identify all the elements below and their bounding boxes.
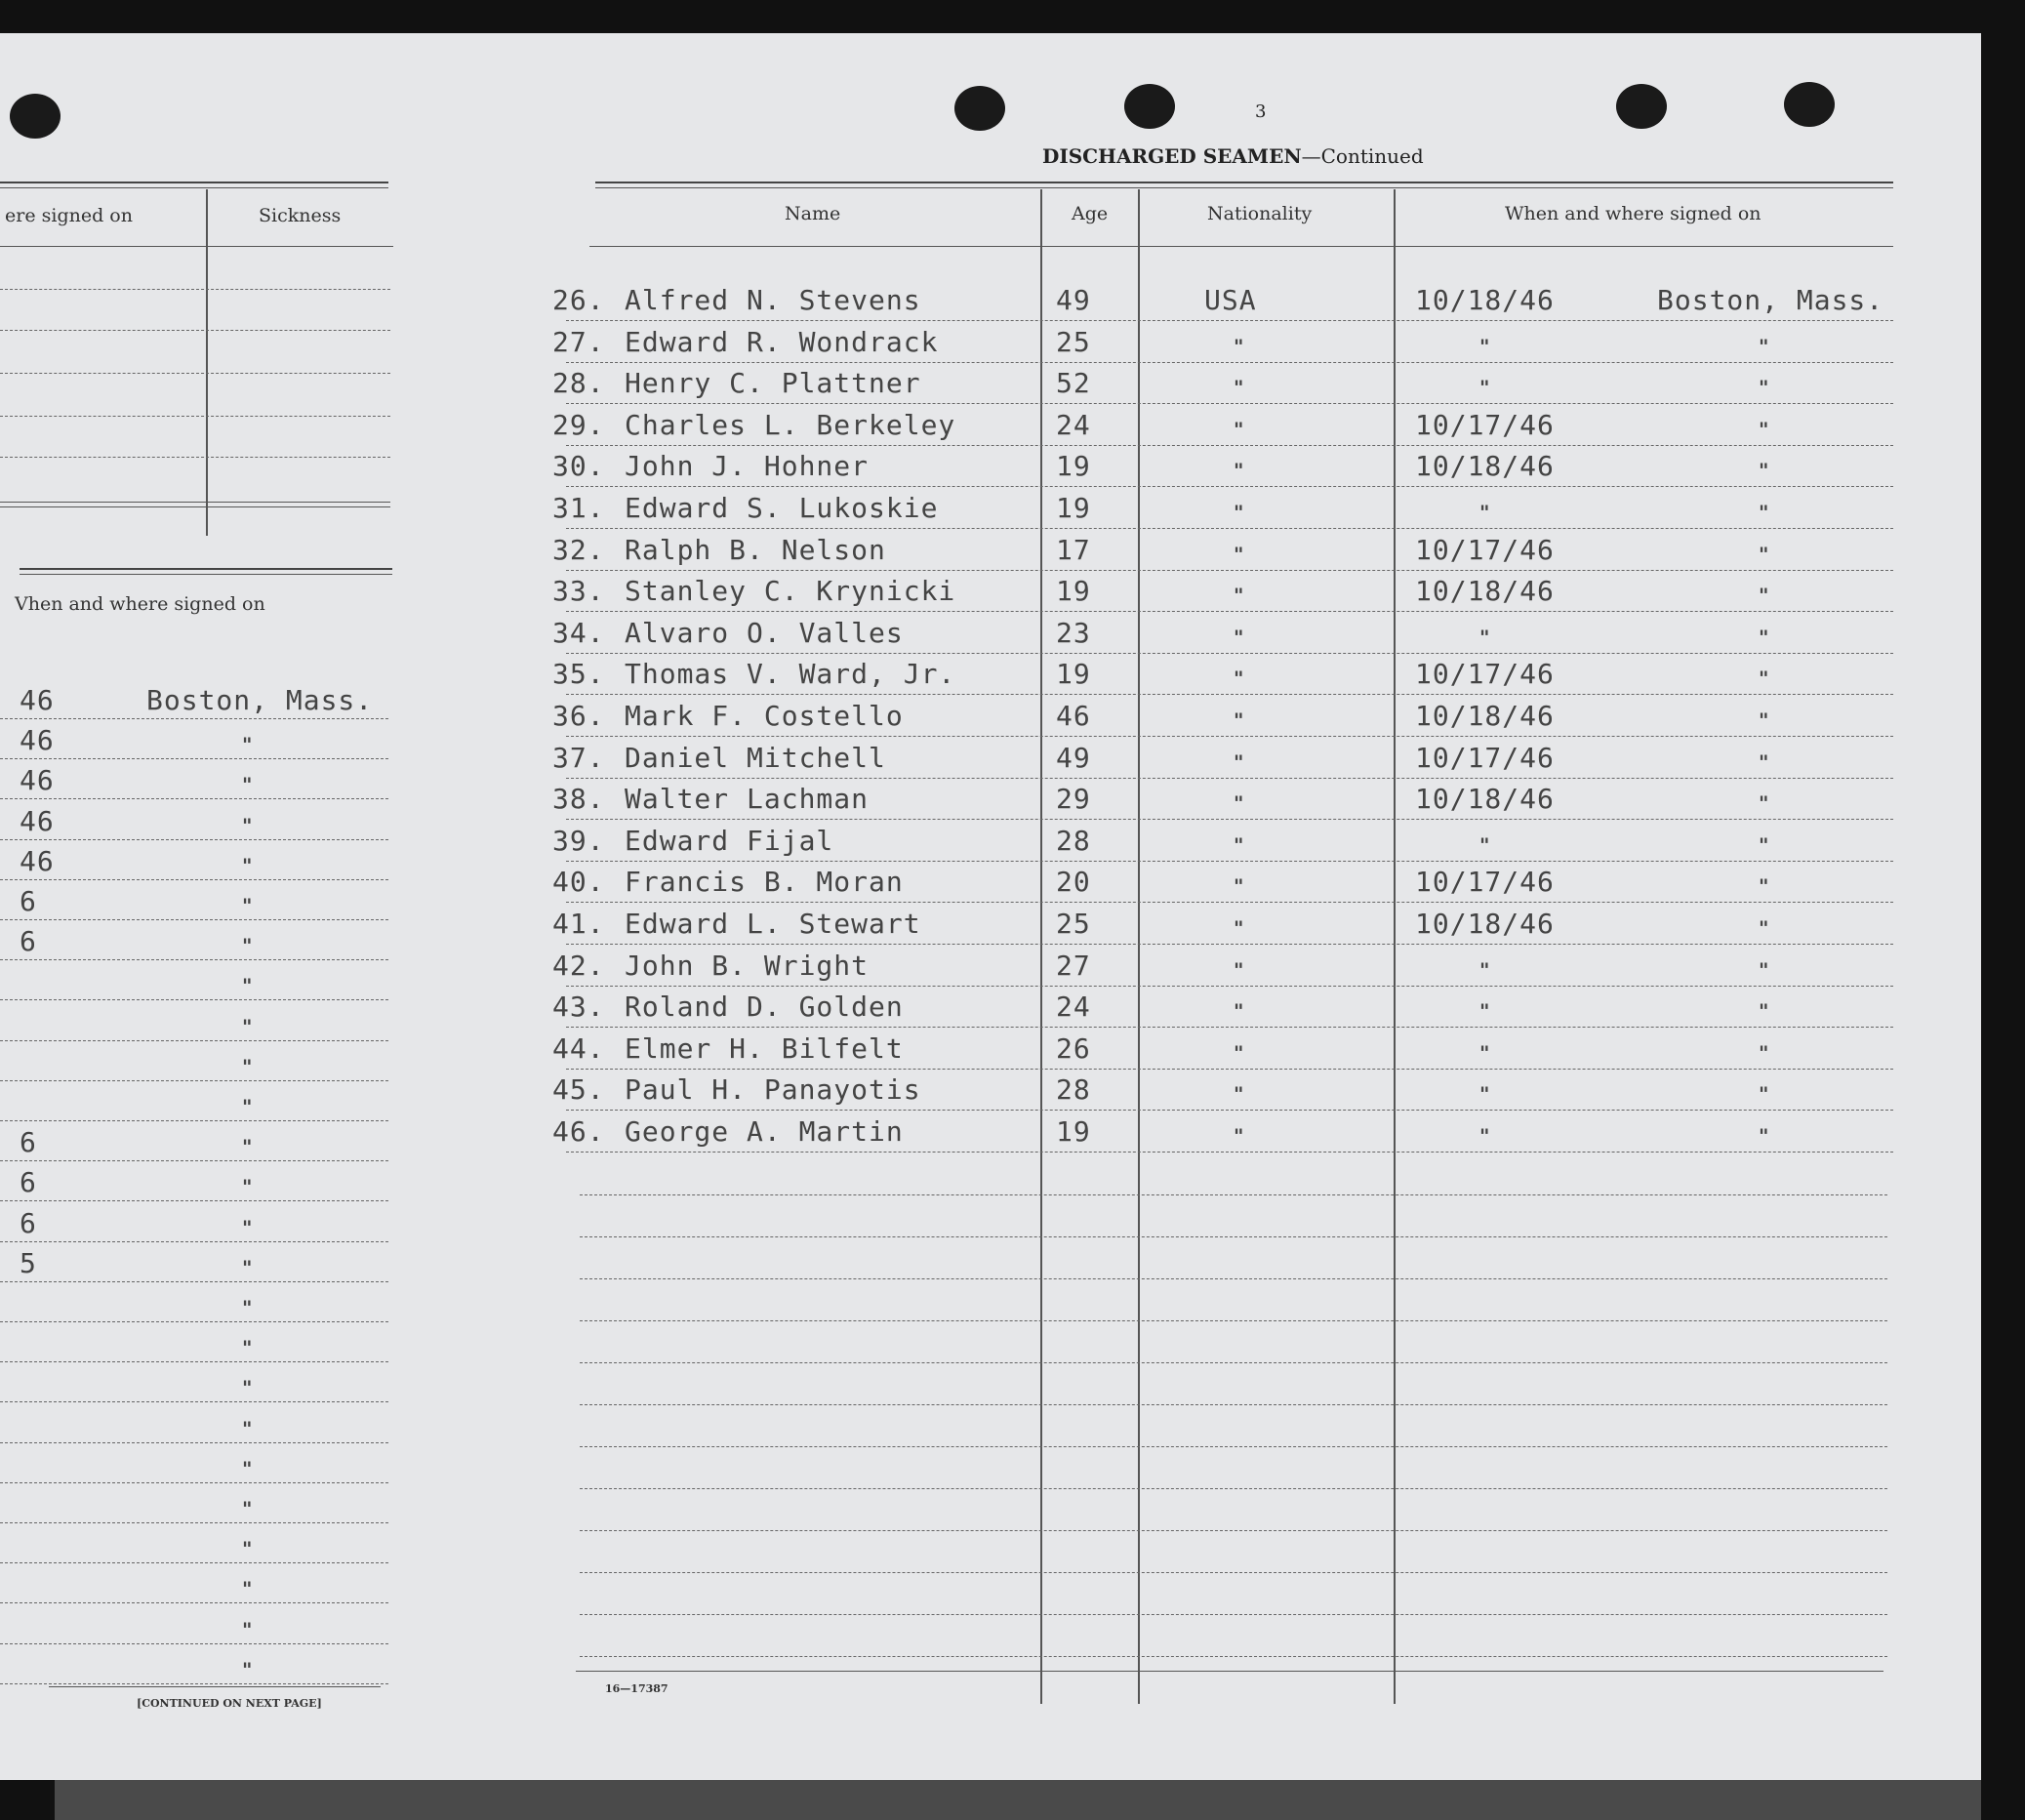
- table-header-rule: [589, 246, 1893, 247]
- row-number: 41.: [552, 908, 605, 940]
- left-dotted-line: [0, 416, 390, 417]
- left-row: [0, 798, 390, 839]
- signed-on-place: ": [1759, 750, 1770, 774]
- signed-on-place: ": [1759, 1124, 1770, 1148]
- header-name: Name: [785, 203, 841, 224]
- seaman-nationality: ": [1234, 376, 1245, 399]
- punch-hole: [1124, 84, 1175, 129]
- seaman-nationality: ": [1234, 874, 1245, 898]
- left-signed-date: 46: [20, 764, 55, 796]
- seaman-nationality: ": [1234, 584, 1245, 607]
- left-signed-place: ": [242, 1015, 254, 1038]
- empty-dotted-line: [580, 1614, 1887, 1615]
- signed-on-date: 10/17/46: [1415, 534, 1555, 566]
- left-second-rule-2: [20, 574, 392, 575]
- seaman-nationality: ": [1234, 791, 1245, 815]
- header-when-where: When and where signed on: [1505, 203, 1762, 224]
- signed-on-date: 10/17/46: [1415, 658, 1555, 690]
- seaman-name: Edward L. Stewart: [625, 908, 921, 940]
- left-dotted-line: [0, 373, 390, 374]
- seaman-name: Henry C. Plattner: [625, 367, 921, 399]
- signed-on-date: 10/18/46: [1415, 908, 1555, 940]
- table-row: [547, 1026, 1893, 1067]
- seaman-nationality: ": [1234, 999, 1245, 1023]
- left-signed-place: ": [242, 814, 254, 837]
- row-number: 44.: [552, 1032, 605, 1065]
- row-number: 27.: [552, 326, 605, 358]
- signed-on-place: ": [1759, 501, 1770, 524]
- seaman-name: John J. Hohner: [625, 450, 870, 482]
- signed-on-date: ": [1479, 626, 1491, 649]
- left-signed-place: ": [242, 1417, 254, 1440]
- signed-on-date: 10/17/46: [1415, 742, 1555, 774]
- left-signed-place: Boston, Mass.: [146, 684, 374, 716]
- empty-dotted-line: [580, 1362, 1887, 1363]
- signed-on-date: 10/18/46: [1415, 450, 1555, 482]
- signed-on-place: ": [1759, 459, 1770, 482]
- row-dotted-line: [566, 1152, 1893, 1153]
- seaman-age: 49: [1056, 742, 1091, 774]
- left-row: [0, 1642, 390, 1683]
- left-row: [0, 1521, 390, 1562]
- signed-on-date: 10/18/46: [1415, 284, 1555, 316]
- left-row: [0, 958, 390, 999]
- table-row: [547, 901, 1893, 942]
- table-row: [547, 360, 1893, 401]
- left-row: [0, 878, 390, 919]
- signed-on-place: ": [1759, 543, 1770, 566]
- continued-note: [CONTINUED ON NEXT PAGE]: [137, 1697, 322, 1710]
- left-header-when-where: Vhen and where signed on: [15, 593, 265, 615]
- signed-on-place: ": [1759, 833, 1770, 857]
- seaman-nationality: ": [1234, 750, 1245, 774]
- seaman-nationality: ": [1234, 459, 1245, 482]
- left-signed-place: ": [242, 1577, 254, 1600]
- table-row: [547, 651, 1893, 692]
- seaman-nationality: ": [1234, 1124, 1245, 1148]
- seaman-age: 19: [1056, 450, 1091, 482]
- left-row: [0, 757, 390, 798]
- left-signed-place: ": [242, 854, 254, 877]
- row-number: 46.: [552, 1115, 605, 1148]
- seaman-name: Ralph B. Nelson: [625, 534, 886, 566]
- left-row: [0, 999, 390, 1040]
- table-row: [547, 527, 1893, 568]
- seaman-name: Daniel Mitchell: [625, 742, 886, 774]
- empty-dotted-line: [580, 1320, 1887, 1321]
- left-signed-date: 46: [20, 684, 55, 716]
- seaman-name: Roland D. Golden: [625, 991, 904, 1023]
- seaman-age: 49: [1056, 284, 1091, 316]
- signed-on-place: Boston, Mass.: [1657, 284, 1884, 316]
- left-header-rule: [0, 246, 393, 247]
- left-signed-place: ": [242, 1336, 254, 1359]
- left-signed-place: ": [242, 894, 254, 917]
- punch-hole: [10, 94, 61, 139]
- table-top-rule: [595, 182, 1893, 183]
- left-row: [0, 1441, 390, 1482]
- left-dotted-line: [0, 289, 390, 290]
- signed-on-date: ": [1479, 958, 1491, 982]
- seaman-name: Stanley C. Krynicki: [625, 575, 956, 607]
- page-title-suffix: —Continued: [1301, 144, 1424, 168]
- table-row: [547, 319, 1893, 360]
- punch-hole: [1784, 82, 1835, 127]
- seaman-name: Alvaro O. Valles: [625, 617, 904, 649]
- left-top-rule: [0, 182, 388, 183]
- signed-on-place: ": [1759, 958, 1770, 982]
- left-signed-place: ": [242, 1296, 254, 1319]
- row-number: 45.: [552, 1073, 605, 1106]
- row-number: 33.: [552, 575, 605, 607]
- seaman-age: 46: [1056, 700, 1091, 732]
- signed-on-place: ": [1759, 584, 1770, 607]
- seaman-nationality: ": [1234, 501, 1245, 524]
- seaman-name: George A. Martin: [625, 1115, 904, 1148]
- left-section-rule: [0, 502, 390, 503]
- signed-on-place: ": [1759, 708, 1770, 732]
- left-signed-date: 6: [20, 1166, 37, 1198]
- empty-dotted-line: [580, 1404, 1887, 1405]
- left-row: [0, 717, 390, 758]
- seaman-name: Elmer H. Bilfelt: [625, 1032, 904, 1065]
- left-column-divider: [206, 189, 208, 536]
- seaman-age: 19: [1056, 492, 1091, 524]
- seaman-age: 19: [1056, 1115, 1091, 1148]
- signed-on-date: 10/17/46: [1415, 866, 1555, 898]
- left-signed-place: ": [242, 1175, 254, 1198]
- seaman-age: 52: [1056, 367, 1091, 399]
- table-top-rule-2: [595, 187, 1893, 188]
- row-number: 39.: [552, 825, 605, 857]
- signed-on-place: ": [1759, 335, 1770, 358]
- seaman-nationality: ": [1234, 958, 1245, 982]
- seaman-name: Edward S. Lukoskie: [625, 492, 939, 524]
- signed-on-place: ": [1759, 418, 1770, 441]
- row-number: 26.: [552, 284, 605, 316]
- left-row: [0, 1401, 390, 1442]
- seaman-age: 25: [1056, 908, 1091, 940]
- seaman-nationality: ": [1234, 1041, 1245, 1065]
- left-signed-place: ": [242, 934, 254, 957]
- seaman-nationality: ": [1234, 833, 1245, 857]
- empty-dotted-line: [580, 1446, 1887, 1447]
- signed-on-date: 10/18/46: [1415, 783, 1555, 815]
- row-number: 38.: [552, 783, 605, 815]
- signed-on-date: ": [1479, 1082, 1491, 1106]
- left-row: [0, 1079, 390, 1120]
- signed-on-place: ": [1759, 791, 1770, 815]
- seaman-nationality: ": [1234, 916, 1245, 940]
- empty-dotted-line: [580, 1278, 1887, 1279]
- seaman-nationality: ": [1234, 543, 1245, 566]
- seaman-nationality: USA: [1204, 284, 1257, 316]
- left-signed-place: ": [242, 733, 254, 756]
- left-row: [0, 1280, 390, 1321]
- left-row: [0, 1320, 390, 1361]
- left-row: [0, 1200, 390, 1241]
- form-number: 16—17387: [605, 1682, 668, 1695]
- signed-on-date: ": [1479, 501, 1491, 524]
- seaman-name: Walter Lachman: [625, 783, 870, 815]
- left-row: [0, 1602, 390, 1643]
- seaman-age: 27: [1056, 950, 1091, 982]
- left-row-dotted-line: [0, 1683, 388, 1684]
- left-row: [0, 677, 390, 718]
- left-bottom-rule: [49, 1686, 381, 1687]
- seaman-age: 28: [1056, 1073, 1091, 1106]
- seaman-name: Charles L. Berkeley: [625, 409, 956, 441]
- row-number: 32.: [552, 534, 605, 566]
- document-page: [0, 33, 1981, 1780]
- signed-on-date: ": [1479, 999, 1491, 1023]
- row-number: 42.: [552, 950, 605, 982]
- left-row: [0, 1481, 390, 1522]
- seaman-age: 24: [1056, 991, 1091, 1023]
- seaman-name: Francis B. Moran: [625, 866, 904, 898]
- left-signed-place: ": [242, 1457, 254, 1480]
- seaman-age: 19: [1056, 658, 1091, 690]
- empty-dotted-line: [580, 1572, 1887, 1573]
- seaman-age: 23: [1056, 617, 1091, 649]
- seaman-age: 19: [1056, 575, 1091, 607]
- signed-on-place: ": [1759, 667, 1770, 690]
- seaman-name: Alfred N. Stevens: [625, 284, 921, 316]
- left-row: [0, 1159, 390, 1200]
- seaman-name: Mark F. Costello: [625, 700, 904, 732]
- seaman-age: 28: [1056, 825, 1091, 857]
- row-number: 43.: [552, 991, 605, 1023]
- seaman-name: Edward Fijal: [625, 825, 834, 857]
- signed-on-place: ": [1759, 626, 1770, 649]
- left-row: [0, 918, 390, 959]
- seaman-nationality: ": [1234, 667, 1245, 690]
- seaman-name: Paul H. Panayotis: [625, 1073, 921, 1106]
- table-row: [547, 943, 1893, 984]
- signed-on-place: ": [1759, 1041, 1770, 1065]
- left-signed-place: ": [242, 1256, 254, 1279]
- empty-dotted-line: [580, 1194, 1887, 1195]
- seaman-nationality: ": [1234, 418, 1245, 441]
- table-bottom-rule: [576, 1671, 1883, 1672]
- table-row: [547, 1067, 1893, 1108]
- signed-on-date: ": [1479, 833, 1491, 857]
- seaman-age: 29: [1056, 783, 1091, 815]
- left-row: [0, 838, 390, 879]
- signed-on-date: ": [1479, 335, 1491, 358]
- left-signed-date: 6: [20, 925, 37, 957]
- row-number: 31.: [552, 492, 605, 524]
- left-signed-place: ": [242, 1658, 254, 1681]
- empty-dotted-line: [580, 1656, 1887, 1657]
- signed-on-date: ": [1479, 1124, 1491, 1148]
- row-number: 37.: [552, 742, 605, 774]
- left-signed-date: 6: [20, 1126, 37, 1158]
- table-row: [547, 568, 1893, 609]
- left-signed-place: ": [242, 1135, 254, 1158]
- signed-on-place: ": [1759, 1082, 1770, 1106]
- seaman-name: Edward R. Wondrack: [625, 326, 939, 358]
- left-signed-place: ": [242, 773, 254, 796]
- signed-on-date: ": [1479, 1041, 1491, 1065]
- seaman-nationality: ": [1234, 335, 1245, 358]
- left-signed-date: 6: [20, 885, 37, 917]
- table-row: [547, 402, 1893, 443]
- signed-on-place: ": [1759, 916, 1770, 940]
- left-signed-place: ": [242, 1497, 254, 1520]
- table-row: [547, 610, 1893, 651]
- left-row: [0, 1561, 390, 1602]
- left-row: [0, 1360, 390, 1401]
- left-signed-place: ": [242, 1095, 254, 1118]
- signed-on-date: 10/17/46: [1415, 409, 1555, 441]
- signed-on-date: ": [1479, 376, 1491, 399]
- row-number: 34.: [552, 617, 605, 649]
- table-row: [547, 693, 1893, 734]
- signed-on-place: ": [1759, 874, 1770, 898]
- seaman-age: 25: [1056, 326, 1091, 358]
- row-number: 30.: [552, 450, 605, 482]
- row-number: 40.: [552, 866, 605, 898]
- left-signed-date: 6: [20, 1207, 37, 1239]
- left-header-signed-on: ere signed on: [5, 205, 133, 226]
- left-row: [0, 1240, 390, 1281]
- left-row: [0, 1119, 390, 1160]
- signed-on-place: ": [1759, 376, 1770, 399]
- left-second-rule: [20, 568, 392, 570]
- left-header-sickness: Sickness: [259, 205, 342, 226]
- left-signed-place: ": [242, 1376, 254, 1399]
- table-row: [547, 818, 1893, 859]
- table-row: [547, 735, 1893, 776]
- table-row: [547, 776, 1893, 817]
- left-signed-date: 46: [20, 845, 55, 877]
- left-signed-place: ": [242, 1537, 254, 1560]
- table-row: [547, 859, 1893, 900]
- seaman-nationality: ": [1234, 626, 1245, 649]
- left-signed-place: ": [242, 974, 254, 997]
- row-number: 28.: [552, 367, 605, 399]
- page-title: [1042, 144, 1424, 168]
- row-number: 35.: [552, 658, 605, 690]
- seaman-age: 26: [1056, 1032, 1091, 1065]
- scan-edge: [55, 1780, 1981, 1820]
- empty-dotted-line: [580, 1488, 1887, 1489]
- seaman-age: 24: [1056, 409, 1091, 441]
- header-nationality: Nationality: [1207, 203, 1313, 224]
- row-number: 29.: [552, 409, 605, 441]
- table-row: [547, 277, 1893, 318]
- empty-dotted-line: [580, 1236, 1887, 1237]
- punch-hole: [954, 86, 1005, 131]
- punch-hole: [1616, 84, 1667, 129]
- signed-on-date: 10/18/46: [1415, 575, 1555, 607]
- page-number: 3: [1255, 101, 1267, 122]
- left-signed-date: 5: [20, 1247, 37, 1279]
- left-signed-date: 46: [20, 805, 55, 837]
- seaman-name: John B. Wright: [625, 950, 870, 982]
- seaman-name: Thomas V. Ward, Jr.: [625, 658, 956, 690]
- row-number: 36.: [552, 700, 605, 732]
- empty-dotted-line: [580, 1530, 1887, 1531]
- left-signed-place: ": [242, 1055, 254, 1078]
- header-age: Age: [1072, 203, 1109, 224]
- left-row: [0, 1039, 390, 1080]
- seaman-nationality: ": [1234, 708, 1245, 732]
- left-dotted-line: [0, 330, 390, 331]
- left-section-rule: [0, 506, 390, 507]
- table-row: [547, 984, 1893, 1025]
- left-signed-date: 46: [20, 724, 55, 756]
- seaman-nationality: ": [1234, 1082, 1245, 1106]
- left-signed-place: ": [242, 1618, 254, 1641]
- seaman-age: 20: [1056, 866, 1091, 898]
- page-title-main: DISCHARGED SEAMEN: [1042, 144, 1302, 168]
- signed-on-place: ": [1759, 999, 1770, 1023]
- left-signed-place: ": [242, 1216, 254, 1239]
- signed-on-date: 10/18/46: [1415, 700, 1555, 732]
- table-row: [547, 1109, 1893, 1150]
- table-row: [547, 443, 1893, 484]
- table-row: [547, 485, 1893, 526]
- left-dotted-line: [0, 457, 390, 458]
- seaman-age: 17: [1056, 534, 1091, 566]
- left-top-rule-2: [0, 187, 388, 188]
